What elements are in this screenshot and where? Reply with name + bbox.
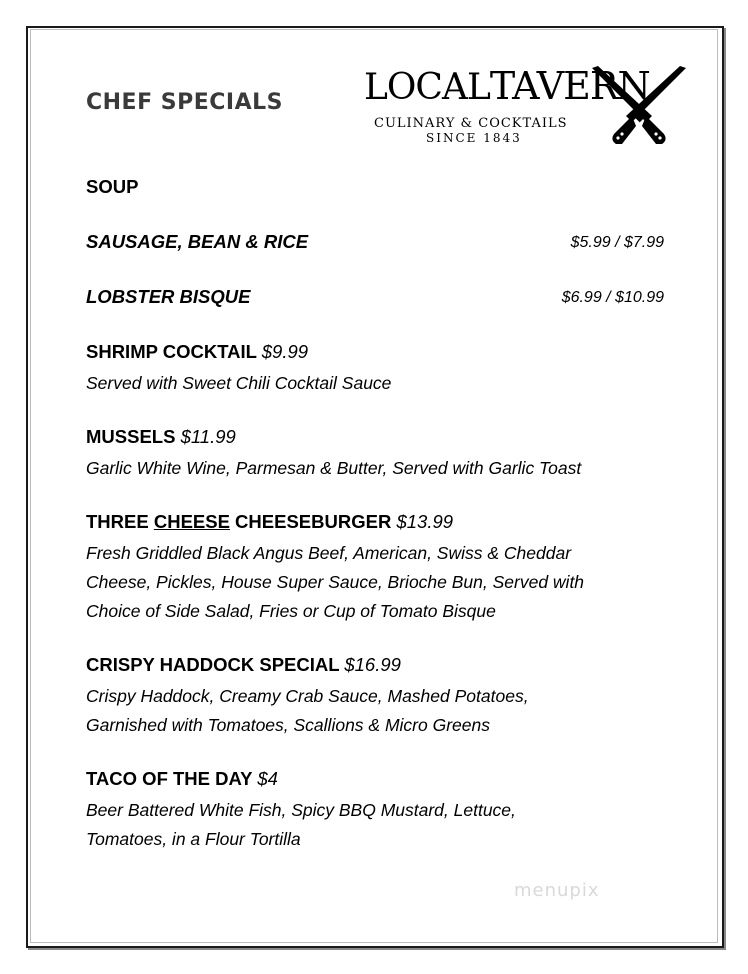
menu-item-name: SHRIMP COCKTAIL xyxy=(86,341,257,362)
soup-item-name: SAUSAGE, BEAN & RICE xyxy=(86,231,309,252)
menu-item-description: Served with Sweet Chili Cocktail Sauce xyxy=(86,373,392,393)
menu-item-description: Crispy Haddock, Creamy Crab Sauce, Mashed Potatoes, xyxy=(86,686,529,706)
menu-item-description: Choice of Side Salad, Fries or Cup of Tomato Bisque xyxy=(86,601,496,621)
logo-local: LOCAL xyxy=(364,67,490,108)
menu-item-price: $4 xyxy=(257,768,278,789)
menu-item-price: $11.99 xyxy=(180,426,236,447)
menu-item-name: MUSSELS xyxy=(86,426,176,447)
menu-item-title xyxy=(86,768,666,790)
crossed-knives-icon xyxy=(590,64,690,150)
menu-item-title xyxy=(86,511,666,533)
menu-item-name-underlined: CHEESE xyxy=(153,511,230,532)
menu-item-price: $9.99 xyxy=(261,341,309,362)
logo-tavern: TAVERN xyxy=(489,64,650,108)
menu-item-description: Cheese, Pickles, House Super Sauce, Brioche Bun, Served with xyxy=(86,572,585,592)
logo-subtitle: CULINARY & COCKTAILS xyxy=(374,116,568,131)
watermark: menupix xyxy=(514,880,600,901)
menu-item-description: Garlic White Wine, Parmesan & Butter, Served with Garlic Toast xyxy=(86,458,582,478)
menu-item-name-post: CHEESEBURGER xyxy=(229,511,392,532)
menu-item-description: Fresh Griddled Black Angus Beef, American, Swiss & Cheddar xyxy=(86,543,572,563)
menu-item-title xyxy=(86,654,666,676)
logo-since: SINCE 1843 xyxy=(426,131,522,145)
menu-item-description: Beer Battered White Fish, Spicy BBQ Mustard, Lettuce, xyxy=(86,800,516,820)
menu-item-title xyxy=(86,426,666,448)
soup-item-price: $6.99 / $10.99 xyxy=(561,289,664,306)
menu-item-name: TACO OF THE DAY xyxy=(86,768,253,789)
menu-item-name-pre: THREE xyxy=(86,511,154,532)
soup-heading: SOUP xyxy=(86,176,139,197)
menu-item-price: $16.99 xyxy=(344,654,401,675)
page-title: CHEF SPECIALS xyxy=(86,90,283,115)
logo xyxy=(362,64,692,154)
menu-item-price: $13.99 xyxy=(396,511,454,532)
menu-item-title xyxy=(86,341,666,363)
menu-item-name: CRISPY HADDOCK SPECIAL xyxy=(86,654,340,675)
menu-item-description: Garnished with Tomatoes, Scallions & Micro Greens xyxy=(86,715,490,735)
soup-item-name: LOBSTER BISQUE xyxy=(86,286,251,307)
menu-item-description: Tomatoes, in a Flour Tortilla xyxy=(86,829,301,849)
soup-item-price: $5.99 / $7.99 xyxy=(570,234,664,251)
